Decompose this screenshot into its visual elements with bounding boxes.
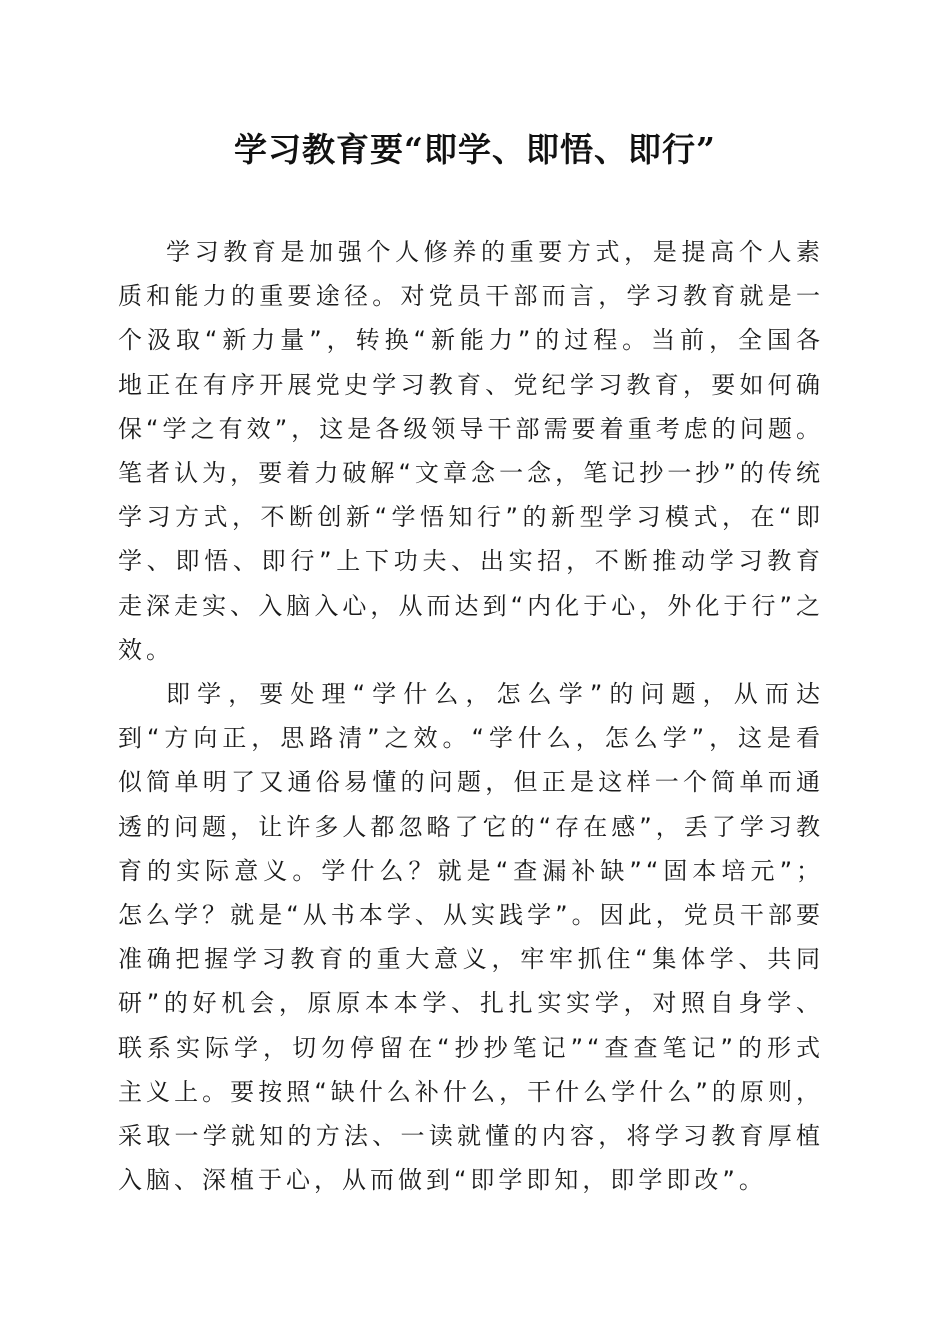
paragraph-1: 学习教育是加强个人修养的重要方式，是提高个人素质和能力的重要途径。对党员干部而言，学习教育就是一个汲取“新力量”，转换“新能力”的过程。当前，全国各地正在有序开展党史学习教育、党纪学习教育，要如何确保“学之有效”，这是各级领导干部需要着重考虑的问题。笔者认为，要着力破解“文章念一念，笔记抄一抄”的传统学习方式，不断创新“学悟知行”的新型学习模式，在“即学、即悟、即行”上下功夫、出实招，不断推动学习教育走深走实、入脑入心，从而达到“内化于心，外化于行”之效。 [118, 238, 824, 664]
document-title: 学习教育要“即学、即悟、即行” [234, 130, 716, 169]
paragraph-2: 即学，要处理“学什么，怎么学”的问题，从而达到“方向正，思路清”之效。“学什么，怎么学”，这是看似简单明了又通俗易懂的问题，但正是这样一个简单而通透的问题，让许多人都忽略了它的“存在感”，丢了学习教育的实际意义。学什么？就是“查漏补缺”“固本培元”；怎么学？就是“从书本学、从实践学”。因此，党员干部要准确把握学习教育的重大意义，牢牢抓住“集体学、共同研”的好机会，原原本本学、扎扎实实学，对照自身学、联系实际学，切勿停留在“抄抄笔记”“查查笔记”的形式主义上。要按照“缺什么补什么，干什么学什么”的原则，采取一学就知的方法、一读就懂的内容，将学习教育厚植入脑、深植于心，从而做到“即学即知，即学即改”。 [118, 680, 824, 1195]
document-body [118, 230, 824, 1202]
